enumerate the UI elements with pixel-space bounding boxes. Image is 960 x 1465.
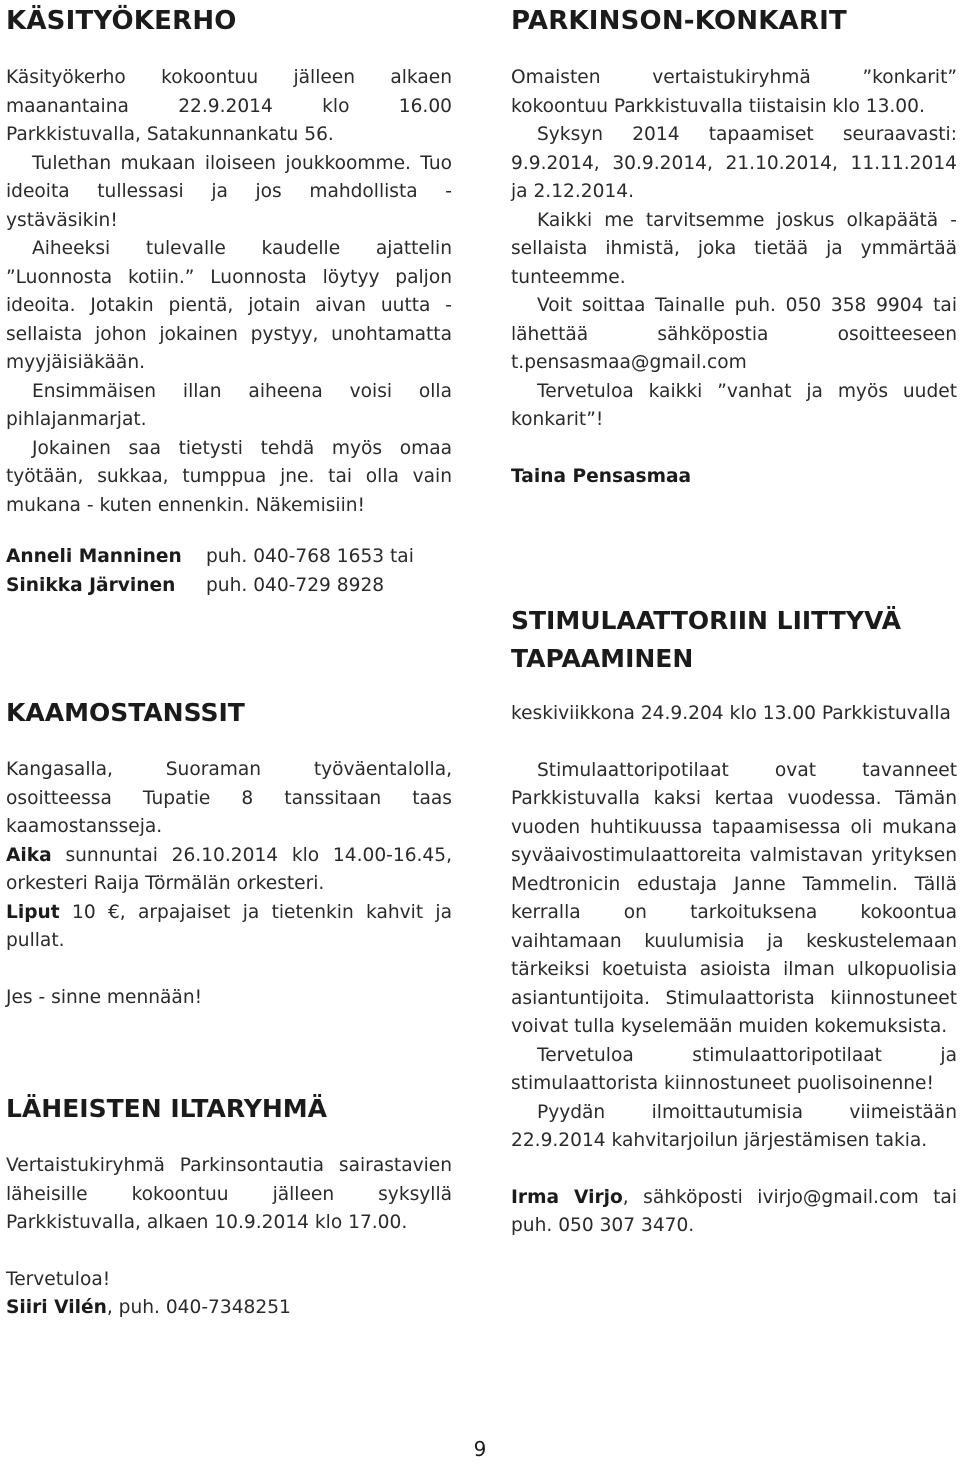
paragraph: Tervetuloa stimulaattoripotilaat ja stimulaattorista kiinnostuneet puolisoinenne! bbox=[511, 1044, 957, 1094]
label-aika: Aika bbox=[6, 844, 52, 866]
paragraph: Stimulaattoripotilaat ovat tavanneet Parkkistuvalla kaksi kertaa vuodessa. Tämän vuoden huhtikuussa tapaamisessa oli mukana syväaivostimulaattoreita valmistavan yrityksen Medtronicin edustaja Janne Tammelin. Tällä kerralla on tarkoituksena kokoontua vaihtamaan kuulumisia ja keskustelemaan tärkeiksi koetuista asioista ilman ulkopuolisia asiantuntijoita. Stimulaattorista kiinnostuneet voivat tulla kyselemään muiden kokemuksista. bbox=[511, 759, 957, 1037]
page-number: 9 bbox=[473, 1437, 487, 1461]
section-kaamostanssit bbox=[6, 694, 452, 1012]
contact-details: , sähköposti ivirjo@gmail.com tai puh. 050 307 3470. bbox=[511, 1186, 957, 1236]
paragraph: Kangasalla, Suoraman työväentalolla, osoitteessa Tupatie 8 tanssitaan taas kaamostanssejа. bbox=[6, 759, 452, 837]
contact-phone: puh. 040-768 1653 tai bbox=[206, 546, 414, 567]
section-title: LÄHEISTEN ILTARYHMÄ bbox=[6, 1094, 328, 1123]
paragraph: Ensimmäisen illan aiheena voisi olla pihlajanmarjat. bbox=[6, 380, 452, 430]
paragraph: Vertaistukiryhmä Parkinsontautia sairastavien läheisille kokoontuu jälleen syksyllä Parkkistuvalla, alkaen 10.9.2014 klo 17.00. bbox=[6, 1155, 452, 1233]
section-kasityokerho bbox=[6, 2, 452, 520]
paragraph bbox=[6, 899, 452, 956]
contact-line bbox=[6, 572, 452, 601]
paragraph: Kaikki me tarvitsemme joskus olkapäätä - sellaista ihmistä, joka tietää ja ymmärtää tunteemme. bbox=[511, 209, 957, 288]
contact-name: Siiri Vilén bbox=[6, 1297, 107, 1318]
paragraph: Jes - sinne mennään! bbox=[6, 986, 203, 1008]
paragraph: Jokainen saa tietysti tehdä myös omaa työtään, sukkaa, tumppua jne. tai olla vain mukana - kuten ennenkin. Näkemisiin! bbox=[6, 437, 452, 516]
section-laheisten-iltaryhma bbox=[6, 1090, 452, 1323]
contacts-kasityokerho bbox=[6, 543, 452, 600]
paragraph: Tervetuloa kaikki ”vanhat ja myös uudet konkarit”! bbox=[511, 380, 957, 430]
paragraph: Tulethan mukaan iloiseen joukkoomme. Tuo ideoita tullessasi ja jos mahdollista - ystäväsikin! bbox=[6, 152, 452, 231]
contact-name: Anneli Manninen bbox=[6, 546, 182, 567]
section-title: PARKINSON-KONKARIT bbox=[511, 6, 847, 36]
paragraph: Omaisten vertaistukiryhmä ”konkarit” kokoontuu Parkkistuvalla tiistaisin klo 13.00. bbox=[511, 67, 957, 117]
contact-name: Sinikka Järvinen bbox=[6, 574, 176, 596]
paragraph: keskiviikkona 24.9.204 klo 13.00 Parkkistuvalla bbox=[511, 703, 951, 724]
section-title: KÄSITYÖKERHO bbox=[6, 6, 237, 36]
contact-name: Irma Virjo bbox=[511, 1186, 623, 1208]
paragraph: Pyydän ilmoittautumisia viimeistään 22.9.2014 kahvitarjoilun järjestämisen takia. bbox=[511, 1101, 957, 1151]
section-stimulaattori bbox=[511, 602, 957, 1241]
section-title: KAAMOSTANSSIT bbox=[6, 698, 245, 727]
paragraph bbox=[6, 1294, 452, 1323]
section-title: STIMULAATTORIIN LIITTYVÄ TAPAAMINEN bbox=[511, 606, 901, 673]
paragraph bbox=[6, 842, 452, 899]
signature-name: Taina Pensasmaa bbox=[511, 465, 692, 487]
paragraph: Syksyn 2014 tapaamiset seuraavasti: 9.9.2014, 30.9.2014, 21.10.2014, 11.11.2014 ja 2.12.2014. bbox=[511, 124, 957, 202]
aika-text: sunnuntai 26.10.2014 klo 14.00-16.45, orkesteri Raija Törmälän orkesteri. bbox=[6, 844, 452, 894]
paragraph: Käsityökerho kokoontuu jälleen alkaen maanantaina 22.9.2014 klo 16.00 Parkkistuvalla, Satakunnankatu 56. bbox=[6, 67, 452, 145]
contact-phone: puh. 040-729 8928 bbox=[206, 574, 385, 596]
paragraph bbox=[511, 1184, 957, 1241]
paragraph: Aiheeksi tulevalle kaudelle ajattelin ”Luonnosta kotiin.” Luonnosta löytyy paljon ideoita. Jotakin pientä, jotain aivan uutta - sellaista johon jokainen pystyy, unohtamatta myyjäisiäkään. bbox=[6, 238, 452, 373]
contact-line bbox=[6, 543, 452, 572]
signature bbox=[511, 463, 957, 492]
section-parkinson-konkarit bbox=[511, 2, 957, 491]
paragraph: Voit soittaa Tainalle puh. 050 358 9904 tai lähettää sähköpostia osoitteeseen t.pensasmaa@gmail.com bbox=[511, 295, 957, 373]
paragraph: Tervetuloa! bbox=[6, 1268, 111, 1290]
liput-text: 10 €, arpajaiset ja tietenkin kahvit ja pullat. bbox=[6, 901, 452, 951]
contact-phone: , puh. 040-7348251 bbox=[106, 1297, 291, 1318]
label-liput: Liput bbox=[6, 901, 60, 923]
